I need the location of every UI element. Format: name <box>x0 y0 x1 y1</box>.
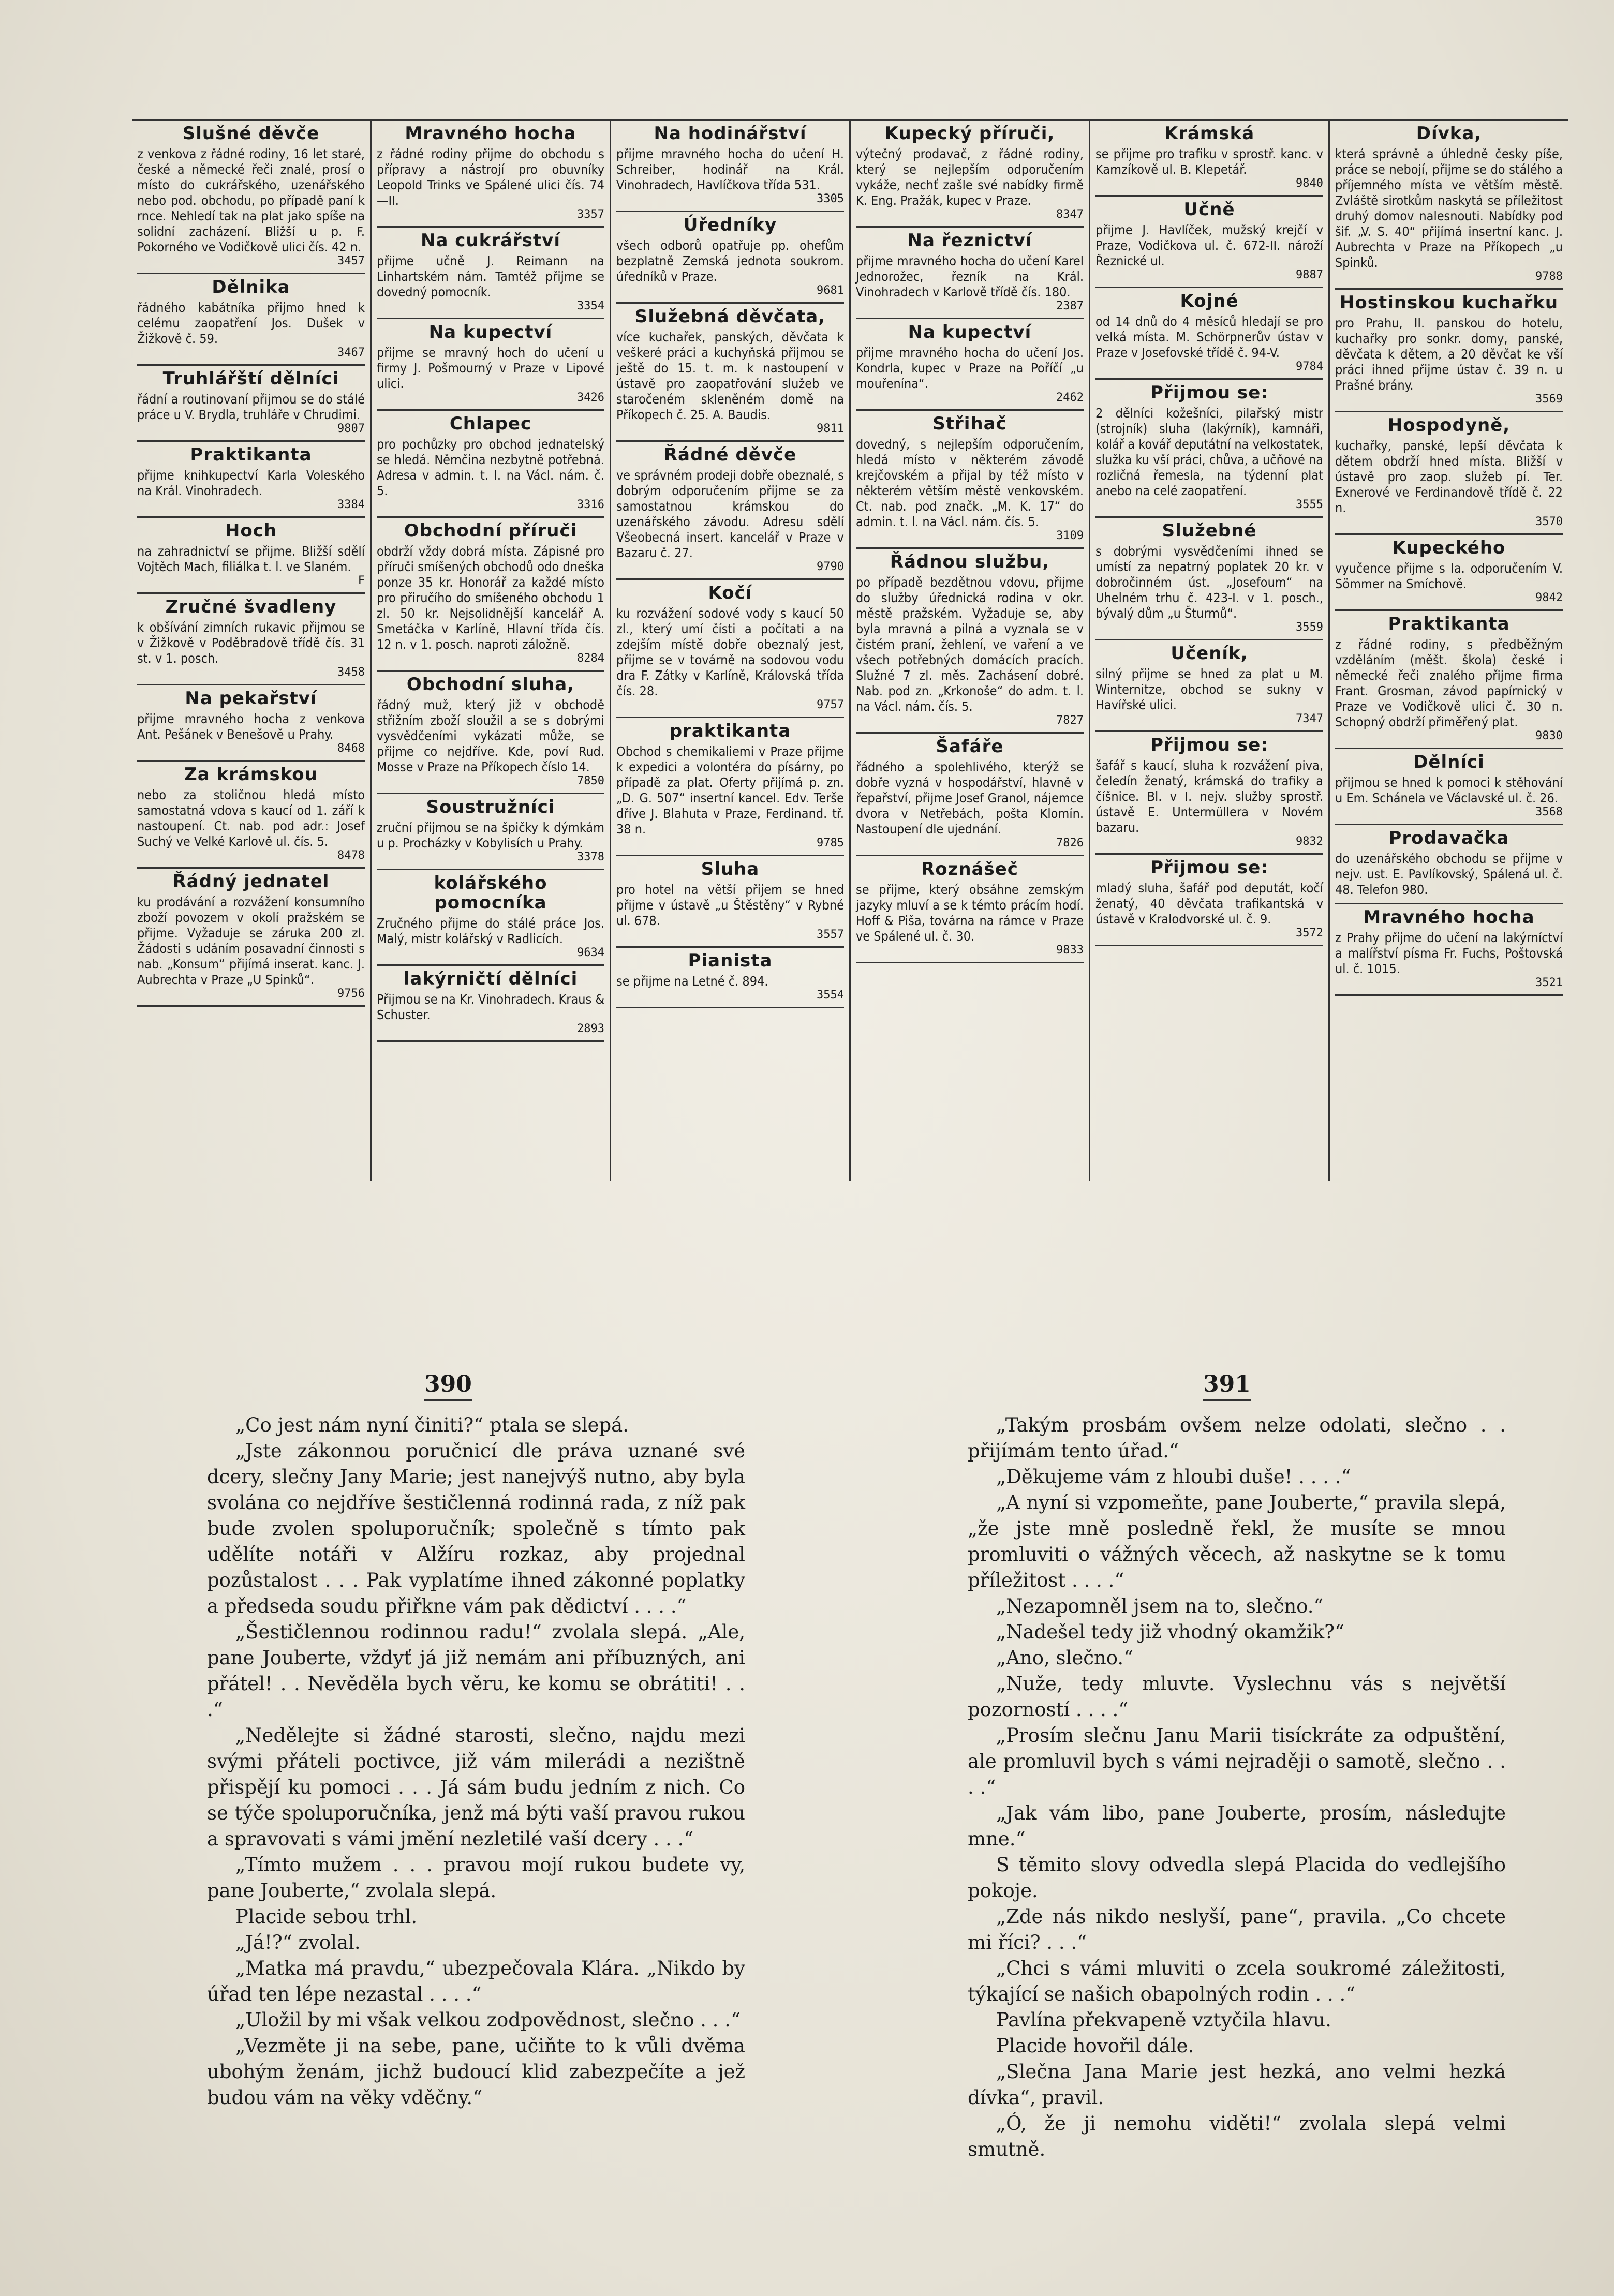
ad-body: z řádné rodiny, s předběžným vzděláním (měšt. škola) české i německé řeči znalého přijme firma Frant. Grosman, závod papírnický v Praze ve Vodičkově ulici č. 30 n. Schopný obdrží přiměřený plat. <box>1335 637 1563 729</box>
ad-body: silný přijme se hned za plat u M. Winternitze, obchod se sukny v Havířské ulici. <box>1095 666 1323 712</box>
ad-body: pro Prahu, II. panskou do hotelu, kuchařky pro sonkr. domy, panské, děvčata k dětem, a 20 děvčat ke vší práci ihned přijme ústav č. 39 n. u Prašné brány. <box>1335 316 1563 393</box>
ad-item <box>377 319 604 411</box>
story-paragraph: „Matka má pravdu,“ ubezpečovala Klára. „Nikdo by úřad ten lépe nezastal . . . .“ <box>207 1957 745 2005</box>
ad-title: Kočí <box>708 583 752 603</box>
ad-title: Hospodyně, <box>1387 415 1511 436</box>
ad-item <box>616 121 844 212</box>
ad-title: praktikanta <box>669 721 791 741</box>
left-page-text <box>207 1412 745 2111</box>
ad-title: Na kupectví <box>908 322 1032 342</box>
ad-item <box>616 442 844 580</box>
ad-item <box>137 762 365 869</box>
ad-item <box>1095 732 1323 855</box>
ad-item <box>137 366 365 442</box>
ad-title: Slušné děvče <box>182 123 320 144</box>
ad-code: 3426 <box>577 391 604 404</box>
ad-column <box>610 121 849 1181</box>
ad-body: z venkova z řádné rodiny, 16 let staré, české a německé řeči znalé, prosí o místo do cukrářského, uzenářského nebo pod. obchodu, po případě paní k rnce. Nehledí tak na plat jako spíše na solidní zacházení. Bližší u p. F. Pokorného ve Vodičkově ulici čís. 42 n. <box>137 146 365 255</box>
ad-title: Za krámskou <box>184 764 318 785</box>
ad-body: přijme mravného hocha do učení H. Schreiber, hodinář na Král. Vinohradech, Havlíčkova třída 531. <box>616 146 844 192</box>
ad-item <box>1095 640 1323 732</box>
ad-item <box>856 228 1084 319</box>
ad-item <box>377 794 604 870</box>
ad-code: 3109 <box>1056 529 1084 542</box>
ad-item <box>616 948 844 1008</box>
story-paragraph: „Nezapomněl jsem na to, slečno.“ <box>996 1595 1324 1617</box>
ad-body: z řádné rodiny přijme do obchodu s přípravy a nástrojí pro obuvníky Leopold Trinks ve Spálené ulici čís. 74—II. <box>377 146 604 208</box>
ad-body: s dobrými vysvědčeními ihned se umístí za nepatrný poplatek 20 kr. v dobročinném úst. „Josefoum“ na Uhelném trhu č. 423-I. v 1. posch., bývalý dům „u Šturmů“. <box>1095 544 1323 621</box>
ad-item <box>137 685 365 762</box>
ad-title: Služebné <box>1162 520 1257 541</box>
classified-ads <box>132 119 1568 1181</box>
story-paragraph: „Šestičlennou rodinnou radu!“ zvolala slepá. „Ale, pane Jouberte, vždyť já již nemám ani příbuzných, ani přátel! . . Nevěděla bych věru, ke komu se obrátiti! . . .“ <box>207 1621 745 1721</box>
ad-title: Střihač <box>932 413 1007 434</box>
ad-code: 9784 <box>1296 360 1323 373</box>
ad-body: přijme se mravný hoch do učení u firmy J. Pošmourný v Praze v Lipové ulici. <box>377 345 604 391</box>
ad-title: Zručné švadleny <box>165 597 337 617</box>
ad-item <box>377 966 604 1042</box>
ad-title: Roznášeč <box>921 859 1018 879</box>
ad-body: Zručného přijme do stálé práce Jos. Malý, mistr kolářský v Radlicích. <box>377 916 604 946</box>
ad-title: Dívka, <box>1416 123 1482 144</box>
ad-item <box>377 518 604 672</box>
ad-code: 3521 <box>1535 976 1563 989</box>
ad-code: 3554 <box>817 989 844 1002</box>
ad-code: 2387 <box>1056 300 1084 312</box>
ad-body: po případě bezdětnou vdovu, přijme do služby úřednická rodina v okr. městě pražském. Vyžaduje se, aby byla mravná a pilná a vyznala se v čistém praní, žehlení, ve vaření a ve všech potřebných domácích pracích. Služné 7 zl. měs. Zachásení dobré. Nab. pod zn. „Krkonoše“ do adm. t. l. na Václ. nám. čís. 5. <box>856 575 1084 714</box>
ad-body: se přijme na Letné č. 894. <box>616 974 768 989</box>
story-paragraph: „Zde nás nikdo neslyší, pane“, pravila. „Co chcete mi říci? . . .“ <box>968 1905 1506 1954</box>
ad-item <box>1335 290 1563 412</box>
right-page-text <box>968 1412 1506 2163</box>
ad-code: 8347 <box>1056 208 1084 221</box>
ad-code: 3557 <box>817 928 844 941</box>
ad-item <box>1335 749 1563 825</box>
story-paragraph: „Slečna Jana Marie jest hezká, ano velmi hezká dívka“, pravil. <box>968 2061 1506 2109</box>
ad-title: Přijmou se: <box>1150 382 1268 403</box>
ad-title: Učeník, <box>1171 643 1248 664</box>
ad-column <box>1328 121 1568 1181</box>
ad-code: 3559 <box>1296 621 1323 634</box>
ad-item <box>1095 288 1323 380</box>
ad-title: Hoch <box>225 520 277 541</box>
ad-body: z Prahy přijme do učení na lakýrníctví a malířství písma Fr. Fuchs, Poštovská ul. č. 1015. <box>1335 930 1563 976</box>
ad-body: šafář s kaucí, sluha k rozvážení piva, čeledín ženatý, krámská do trafiky a číšnice. Bl. v I. nejv. služby sprostř. ústavě E. Untermüllera v Novém bazaru. <box>1095 758 1323 835</box>
ad-title: Řádné děvče <box>663 444 797 465</box>
ad-code: 3569 <box>1535 393 1563 406</box>
ad-body: přijme mravného hocha do učení Karel Jednorožec, řezník na Král. Vinohradech v Karlově třídě čís. 180. <box>856 254 1084 300</box>
ad-code: 9830 <box>1535 729 1563 742</box>
ad-title: Řádný jednatel <box>172 871 330 892</box>
ad-code: 9811 <box>817 422 844 435</box>
story-paragraph: Placide hovořil dále. <box>996 2035 1194 2057</box>
ad-body: která správně a úhledně česky píše, práce se nebojí, přijme se do stálého a příjemného místa ve větším městě. Zvláště sirotkům naskytá se příležitost druhý domov nalesnouti. Nabídky pod šif. „V. S. 40“ přijímá insertní kanc. J. Aubrechta v Praze na Příkopech „u Spinků. <box>1335 146 1563 270</box>
ad-title: Přijmou se: <box>1150 857 1268 878</box>
ad-body: dovedný, s nejlepším odporučením, hledá místo v některém závodě krejčovském a přijal by též místo v některém větším městě venkovském. Ct. nab. pod značk. „M. K. 17“ do admin. t. l. na Václ. nám. čís. 5. <box>856 437 1084 529</box>
ad-item <box>1095 855 1323 946</box>
ad-item <box>1335 535 1563 611</box>
ad-code: 8478 <box>337 849 365 862</box>
story-paragraph: „Uložil by mi však velkou zodpovědnost, slečno . . .“ <box>235 2009 741 2031</box>
left-page-number: 390 <box>424 1371 472 1401</box>
ad-code: 9788 <box>1535 270 1563 283</box>
ad-body: řádný muž, který již v obchodě střižním zboží sloužil a se s dobrými vysvědčeními vykázati může, se přijme co nejdříve. Kde, poví Rud. Mosse v Praze na Příkopech číslo 14. <box>377 697 604 774</box>
ad-title: Praktikanta <box>190 444 312 465</box>
ad-code: 3357 <box>577 208 604 221</box>
ad-item <box>856 319 1084 411</box>
ad-item <box>1335 412 1563 535</box>
ad-body: vyučence přijme s la. odporučením V. Sömmer na Smíchově. <box>1335 561 1563 591</box>
ad-item <box>1335 904 1563 996</box>
ad-item <box>856 121 1084 228</box>
ad-item <box>137 274 365 366</box>
ad-body: přijme J. Havlíček, mužský krejčí v Praze, Vodičkova ul. č. 672-II. nároží Řeznické ul. <box>1095 222 1323 269</box>
right-page-number: 391 <box>1203 1371 1251 1401</box>
ad-title: Služebná děvčata, <box>634 306 826 327</box>
ad-title: Na hodinářství <box>654 123 807 144</box>
ad-body: kuchařky, panské, lepší děvčata k dětem obdrží hned místa. Bližší v ústavě pro zaop. služeb pí. Ter. Exnerové ve Ferdinandově třídě č. 22 n. <box>1335 438 1563 515</box>
ad-code: 9832 <box>1296 835 1323 848</box>
ad-title: Obchodní příruči <box>404 520 578 541</box>
ad-item <box>1335 611 1563 749</box>
story-paragraph: „Takým prosbám ovšem nelze odolati, slečno . . přijímám tento úřad.“ <box>968 1414 1506 1462</box>
ad-title: Na pekařství <box>185 688 317 709</box>
ad-item <box>377 411 604 518</box>
ad-code: 9757 <box>817 698 844 711</box>
ad-code: 9790 <box>817 560 844 573</box>
story-paragraph: „Děkujeme vám z hloubi duše! . . . .“ <box>996 1466 1351 1488</box>
ad-code: 3316 <box>577 498 604 511</box>
ad-code: 9887 <box>1296 269 1323 281</box>
ad-code: 3467 <box>337 346 365 359</box>
ad-code: 3305 <box>817 192 844 205</box>
ad-title: Hostinskou kuchařku <box>1339 292 1559 313</box>
ad-item <box>856 549 1084 734</box>
ad-title: Dělníci <box>1413 752 1485 772</box>
story-paragraph: „Ó, že ji nemohu viděti!“ zvolala slepá velmi smutně. <box>968 2112 1506 2160</box>
story-paragraph: „Já!?“ zvolal. <box>235 1931 361 1954</box>
ad-body: k obšívání zimních rukavic přijmou se v Žižkově v Poděbradově třídě čís. 31 st. v 1. posch. <box>137 620 365 666</box>
ad-item <box>856 734 1084 856</box>
ad-title: kolářského pomocníka <box>434 873 547 913</box>
story-paragraph: „Nedělejte si žádné starosti, slečno, najdu mezi svými přáteli poctivce, již vám milerádi a nezištně přispějí ku pomoci . . . Já sám budu jedním z nich. Co se týče spoluporučníka, jenž má býti vaší pravou rukou a spravovati s vámi jmění nezletilé vaší dcery . . .“ <box>207 1724 745 1850</box>
ad-code: 9681 <box>817 284 844 297</box>
ad-item <box>616 304 844 442</box>
ad-item <box>1335 825 1563 904</box>
ad-title: Krámská <box>1164 123 1255 144</box>
ad-item <box>616 718 844 856</box>
ad-body: zruční přijmou se na špičky k dýmkám u p. Procházky v Kobylisích u Prahy. <box>377 820 604 851</box>
ad-title: Řádnou službu, <box>890 551 1050 572</box>
story-paragraph: „Nuže, tedy mluvte. Vyslechnu vás s největší pozorností . . . .“ <box>968 1673 1506 1721</box>
ad-item <box>616 856 844 948</box>
ad-body: od 14 dnů do 4 měsíců hledají se pro velká místa. M. Schörpnerův ústav v Praze v Josefovské třídě č. 94-V. <box>1095 314 1323 360</box>
ad-code: 9634 <box>577 946 604 959</box>
ad-body: ve správném prodeji dobře obeznalé, s dobrým odporučením přijme se za samostatnou krámskou do uzenářského závodu. Adresu sdělí Všeobecná insert. kancelář v Praze v Bazaru č. 27. <box>616 468 844 560</box>
ad-body: všech odborů opatřuje pp. ohefům bezplatně Zemská jednota soukrom. úředníků v Praze. <box>616 238 844 284</box>
ad-title: Pianista <box>688 950 773 971</box>
ad-body: Obchod s chemikaliemi v Praze přijme k expedici a volontéra do písárny, po případě za plat. Oferty přijímá p. zn. „D. G. 507“ insertní kancel. Edv. Terše dříve J. Blahuta v Praze, Ferdinand. tř. 38 n. <box>616 744 844 837</box>
ad-code: 7850 <box>577 774 604 787</box>
ad-body: přijme knihkupectví Karla Voleského na Král. Vinohradech. <box>137 468 365 498</box>
ad-body: se přijme pro trafiku v sprostř. kanc. v Kamzíkově ul. B. Klepetář. <box>1095 146 1323 177</box>
ad-body: výtečný prodavač, z řádné rodiny, který se nejlepším odporučením vykáže, nechť zašle své nabídky firmě K. Eng. Pražák, kupec v Praze. <box>856 146 1084 208</box>
ad-item <box>377 121 604 228</box>
ad-item <box>616 212 844 304</box>
ad-item <box>137 869 365 1007</box>
ad-item <box>1335 121 1563 290</box>
ad-code: 9840 <box>1296 177 1323 190</box>
ad-code: 2462 <box>1056 391 1084 404</box>
ad-code: 7827 <box>1056 714 1084 727</box>
story-paragraph: Pavlína překvapeně vztyčila hlavu. <box>996 2009 1331 2031</box>
ad-code: 8468 <box>337 742 365 755</box>
ad-code: 3457 <box>337 255 365 267</box>
story-paragraph: „Tímto mužem . . . pravou mojí rukou budete vy, pane Jouberte,“ zvolala slepá. <box>207 1854 745 1902</box>
ad-item <box>137 442 365 518</box>
ad-code: 3384 <box>337 498 365 511</box>
ad-body: přijme mravného hocha do učení Jos. Kondrla, kupec v Praze na Poříčí „u mouřenína“. <box>856 345 1084 391</box>
ad-item <box>616 580 844 718</box>
ad-title: Šafáře <box>936 736 1004 757</box>
ad-item <box>856 856 1084 963</box>
ad-body: ku prodávání a rozvážení konsumního zboží povozem v okolí pražském se přijme. Vyžaduje se záruka 200 zl. Žádosti s udáním posavadní činnosti s nab. „Konsum“ přijímá inserat. kanc. J. Aubrechta v Praze „U Spinků“. <box>137 894 365 987</box>
ad-body: pro pochůzky pro obchod jednatelský se hledá. Němčina nezbytně potřebná. Adresa v admin. t. l. na Václ. nám. č. 5. <box>377 437 604 498</box>
ad-item <box>1095 518 1323 640</box>
ad-column <box>1089 121 1328 1181</box>
ad-code: 8284 <box>577 652 604 665</box>
story-paragraph: „Chci s vámi mluviti o zcela soukromé záležitosti, týkající se našich obapolných rodin . . .“ <box>968 1957 1506 2005</box>
ad-code: 7826 <box>1056 837 1084 849</box>
ad-code: 3572 <box>1296 927 1323 940</box>
ad-title: Učně <box>1183 199 1235 220</box>
ad-item <box>1095 121 1323 197</box>
ad-item <box>137 594 365 685</box>
ad-title: Úředníky <box>683 215 777 235</box>
ad-code: 9785 <box>817 837 844 849</box>
ad-code: 3568 <box>1535 806 1563 818</box>
ad-title: Mravného hocha <box>1363 907 1535 928</box>
ad-code: 9807 <box>337 422 365 435</box>
ad-body: řádní a routinovaní přijmou se do stálé práce u V. Brydla, truhláře v Chrudimi. <box>137 392 365 422</box>
ad-body: řádného kabátníka přijmo hned k celému zaopatření Jos. Dušek v Žižkově č. 59. <box>137 300 365 346</box>
ad-column <box>132 121 370 1181</box>
story-paragraph: „Jak vám libo, pane Jouberte, prosím, následujte mne.“ <box>968 1802 1506 1850</box>
ad-body: nebo za stoličnou hledá místo samostatná vdova s kaucí od 1. září k nastoupení. Ct. nab. pod adr.: Josef Suchý ve Velké Karlově ul. čís. 5. <box>137 787 365 849</box>
ad-code: 2893 <box>577 1022 604 1035</box>
story-paragraph: „Nadešel tedy již vhodný okamžik?“ <box>996 1621 1344 1643</box>
story-paragraph: „Ano, slečno.“ <box>996 1647 1134 1669</box>
ad-title: Chlapec <box>449 413 532 434</box>
ad-code: 3555 <box>1296 498 1323 511</box>
ad-title: Praktikanta <box>1388 614 1510 634</box>
ad-body: 2 dělníci kožešníci, pilařský mistr (strojník) sluha (lakýrník), kamnáři, kolář a kovář deputátní na velkostatek, služka ku vší práci, chůva, a učňové na rozličná řemesla, na týdenní plat anebo na celé zaopatření. <box>1095 406 1323 498</box>
story-paragraph: Placide sebou trhl. <box>235 1905 418 1928</box>
ad-title: Kupecký příruči, <box>884 123 1055 144</box>
ad-title: Mravného hocha <box>405 123 576 144</box>
ad-body: přijmou se hned k pomoci k stěhování u Em. Schánela ve Václavské ul. č. 26. <box>1335 775 1563 806</box>
story-paragraph: „Prosím slečnu Janu Marii tisíckráte za odpuštění, ale promluvil bych s vámi nejraději o samotě, slečno . . . .“ <box>968 1724 1506 1798</box>
ad-code: 3458 <box>337 666 365 679</box>
ad-item <box>377 228 604 319</box>
story-paragraph: „Vezměte ji na sebe, pane, učiňte to k vůli dvěma ubohým ženám, jichž budoucí klid zabezpečíte a jež budou vám na věky vděčny.“ <box>207 2035 745 2109</box>
ad-title: Kojné <box>1180 291 1239 311</box>
ad-item <box>137 121 365 274</box>
ad-body: na zahradnictví se přijme. Bližší sdělí Vojtěch Mach, filiálka t. l. ve Slaném. <box>137 544 365 574</box>
story-paragraph: „Jste zákonnou poručnicí dle práva uznané své dcery, slečny Jany Marie; jest nanejvýš nutno, aby byla svolána co nejdříve šestičlenná rodinná rada, z níž pak bude zvolen spoluporučník; společně s tímto pak udělíte notáři v Alžíru rozkaz, aby projednal pozůstalost . . . Pak vyplatíme ihned zákonné poplatky a předseda soudu přiřkne vám pak dědictví . . . .“ <box>207 1440 745 1617</box>
ad-body: více kuchařek, panských, děvčata k veškeré práci a kuchyňská přijmou se ještě do 15. t. m. k nastoupení v ústavě pro zaopatřování služeb ve staročeném skleněném domě na Příkopech č. 25. A. Baudis. <box>616 330 844 422</box>
story-paragraph: „Co jest nám nyní činiti?“ ptala se slepá. <box>235 1414 629 1436</box>
ad-body: ku rozvážení sodové vody s kaucí 50 zl., který umí čísti a počítati a na zdejším místě dobře obeznalý jest, přijme se v továrně na sodovou vodu dra F. Zátky v Karlíně, Královská třída čís. 28. <box>616 606 844 698</box>
ad-body: pro hotel na větší přijem se hned přijme v ústavě „u Štěstěny“ v Rybné ul. 678. <box>616 882 844 928</box>
ad-title: Sluha <box>701 859 760 879</box>
ad-item <box>377 870 604 966</box>
ad-body: mladý sluha, šafář pod deputát, kočí ženatý, 40 děvčata trafikantská v ústavě v Kralodvorské ul. č. 9. <box>1095 881 1323 927</box>
ad-title: Dělnika <box>212 277 290 297</box>
story-paragraph: S těmito slovy odvedla slepá Placida do vedlejšího pokoje. <box>968 1854 1506 1902</box>
ad-column <box>849 121 1089 1181</box>
ad-code: 9842 <box>1535 591 1563 604</box>
ad-body: přijme mravného hocha z venkova Ant. Pešánek v Benešově u Prahy. <box>137 711 365 742</box>
ad-title: Na kupectví <box>428 322 553 342</box>
ad-body: se přijme, který obsáhne zemským jazyky mluví a se k témto prácím hodí. Hoff & Piša, továrna na rámce v Praze ve Spálené ul. č. 30. <box>856 882 1084 944</box>
ad-column <box>370 121 610 1181</box>
ad-item <box>1095 197 1323 288</box>
ad-title: lakýrničtí dělníci <box>403 968 578 989</box>
ad-title: Soustružníci <box>426 797 555 817</box>
ad-code: 9756 <box>337 987 365 1000</box>
ad-item <box>856 411 1084 549</box>
ad-title: Truhlářští dělníci <box>162 368 339 389</box>
ad-body: obdrží vždy dobrá místa. Zápisné pro příruči smíšených obchodů odo dneška ponze 35 kr. Honorář za každé místo pro přiručího do smíšeného obchodu 1 zl. 50 kr. Nejsolidnější kancelář A. Smetáčka v Karlíně, Hlavní třída čís. 12 n. v 1. posch. naproti záložně. <box>377 544 604 652</box>
ad-code: 9833 <box>1056 944 1084 957</box>
ad-title: Na řeznictví <box>907 230 1032 251</box>
ad-body: do uzenářského obchodu se přijme v nejv. ust. E. Pavlíkovský, Spálená ul. č. 48. Telefon 980. <box>1335 851 1563 897</box>
ad-body: řádného a spolehlivého, kterýž se dobře vyzná v hospodářství, hlavně v řepařství, přijme Josef Granol, nájemce dvora v Netřebách, pošta Klomín. Nastoupení dle ujednání. <box>856 759 1084 837</box>
ad-title: Na cukrářství <box>421 230 560 251</box>
ad-body: Přijmou se na Kr. Vinohradech. Kraus & Schuster. <box>377 992 604 1022</box>
ad-code: 3354 <box>577 300 604 312</box>
ad-code: 7347 <box>1296 712 1323 725</box>
ad-body: přijme učně J. Reimann na Linhartském nám. Tamtéž přijme se dovedný pomocník. <box>377 254 604 300</box>
ad-title: Prodavačka <box>1388 828 1509 848</box>
ad-title: Obchodní sluha, <box>406 674 575 695</box>
ad-item <box>377 672 604 794</box>
ad-item <box>1095 380 1323 518</box>
ad-title: Přijmou se: <box>1150 735 1268 755</box>
ad-title: Kupeckého <box>1392 538 1506 558</box>
ad-item <box>137 518 365 594</box>
ad-code: 3570 <box>1535 515 1563 528</box>
story-paragraph: „A nyní si vzpomeňte, pane Jouberte,“ pravila slepá, „že jste mně posledně řekl, že musíte se mnou promluviti o vážných věcech, až naskytne se k tomu příležitost . . . .“ <box>968 1492 1506 1591</box>
ad-code: 3378 <box>577 851 604 863</box>
ad-code: F <box>358 574 365 587</box>
